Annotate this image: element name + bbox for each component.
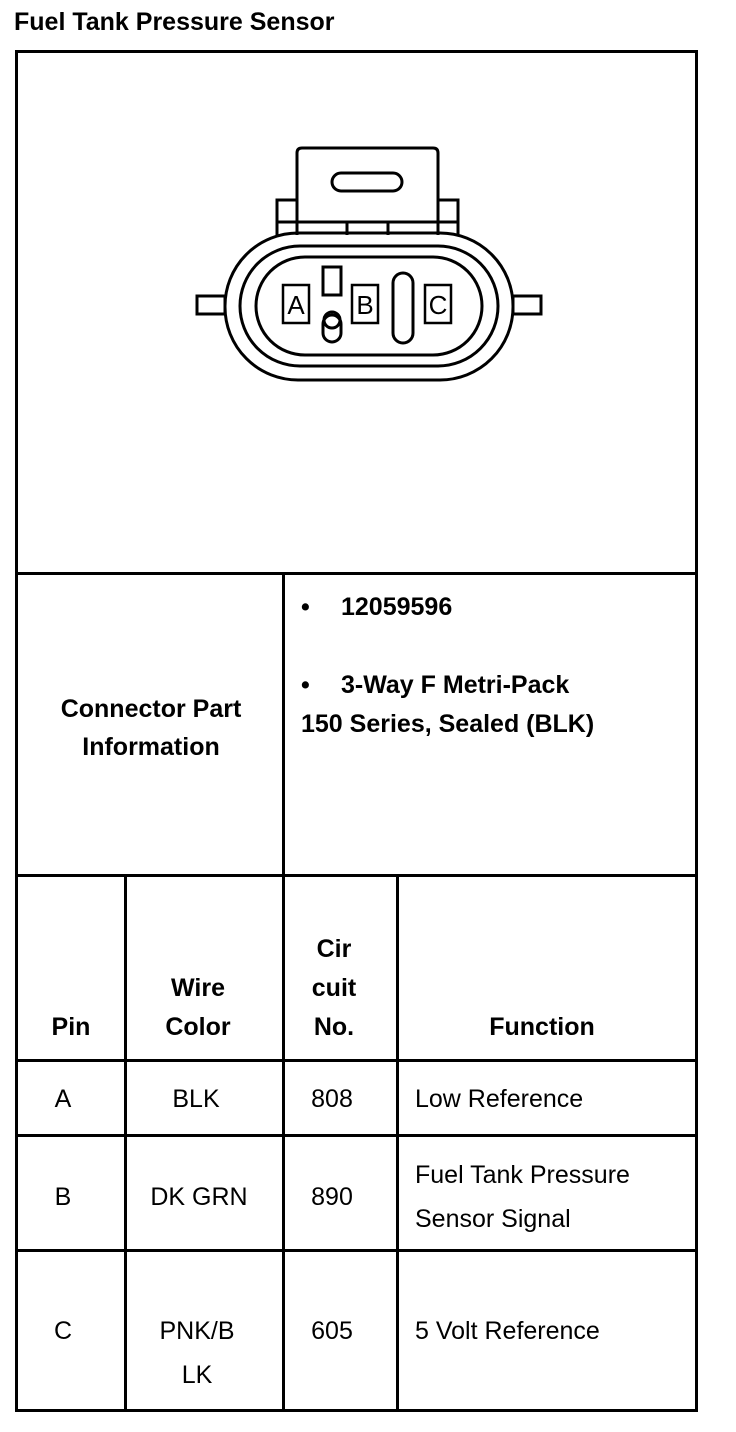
- part-number: 12059596: [341, 593, 453, 621]
- header-function: Function: [489, 1013, 595, 1041]
- pin-b-label: B: [356, 290, 374, 320]
- divider: [15, 874, 698, 877]
- header-pin: Pin: [51, 1013, 91, 1041]
- row-a-pin: A: [54, 1085, 72, 1113]
- part-number-line: • 12059596: [301, 593, 453, 621]
- row-a-wire-color: BLK: [172, 1085, 220, 1113]
- pin-c-label: C: [428, 290, 448, 320]
- row-c-circuit: 605: [311, 1317, 353, 1345]
- row-a-function: Low Reference: [415, 1085, 584, 1113]
- row-c-function: 5 Volt Reference: [415, 1317, 600, 1345]
- pin-a-label: A: [287, 290, 305, 320]
- page-title: Fuel Tank Pressure Sensor: [14, 8, 335, 36]
- divider: [15, 1134, 698, 1137]
- connector-part-info-values: [301, 593, 594, 739]
- connector-part-info-label: Connector Part Information: [60, 695, 242, 761]
- divider: [15, 1059, 698, 1062]
- description-line: • 3-Way F Metri-Pack: [301, 671, 570, 699]
- row-b-pin: B: [54, 1183, 72, 1211]
- divider: [15, 1249, 698, 1252]
- connector-face-diagram: [180, 130, 560, 400]
- divider: [396, 874, 399, 1412]
- row-c-wire-color: PNK/B LK: [159, 1317, 235, 1389]
- row-a-circuit: 808: [311, 1085, 353, 1113]
- divider: [15, 572, 698, 575]
- row-b-wire-color: DK GRN: [150, 1183, 248, 1211]
- description-line1: 3-Way F Metri-Pack: [341, 671, 570, 699]
- row-c-pin: C: [53, 1317, 73, 1345]
- header-wire-color: Wire Color: [165, 974, 231, 1041]
- row-b-circuit: 890: [311, 1183, 353, 1211]
- row-b-function: Fuel Tank Pressure Sensor Signal: [415, 1161, 630, 1233]
- description-line2: 150 Series, Sealed (BLK): [301, 710, 595, 738]
- header-circuit-no: Cir cuit No.: [311, 935, 357, 1041]
